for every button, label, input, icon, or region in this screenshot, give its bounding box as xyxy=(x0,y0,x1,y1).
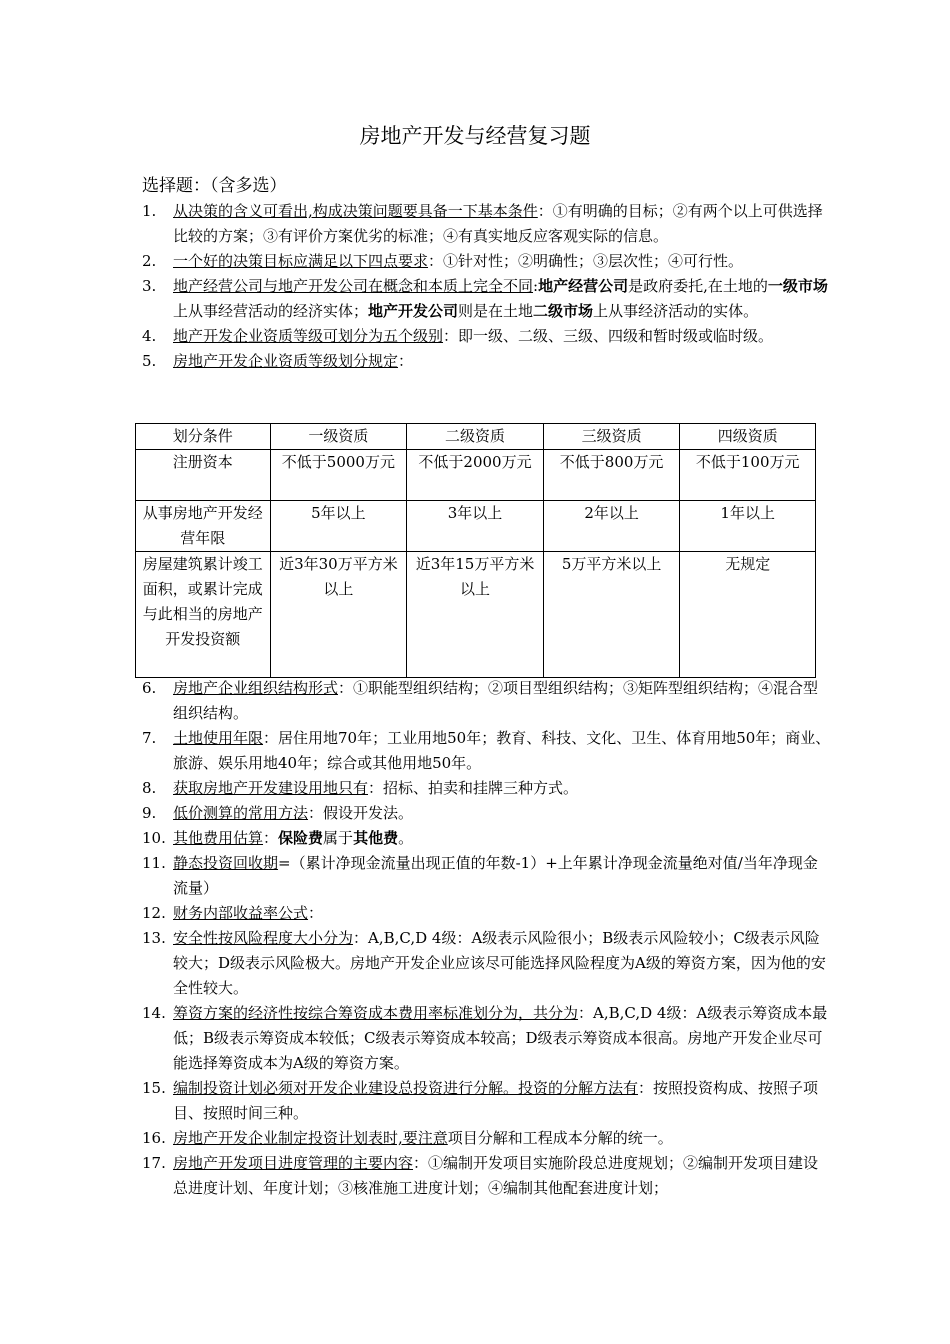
item-topic: 静态投资回收期 xyxy=(173,854,279,872)
table-cell: 3年以上 xyxy=(407,501,544,552)
item-text: ：A,B,C,D 4级：A级表示风险很小；B级表示风险较小；C级表示风险较大；D级表示风险极大。房地产开发企业应该尽可能选择风险程度为A级的筹资方案，因为他的安全性较大。 xyxy=(173,929,826,997)
list-item xyxy=(142,851,832,901)
item-text: ：即一级、二级、三级、四级和暂时级或临时级。 xyxy=(443,327,774,345)
item-topic: 安全性按风险程度大小分为 xyxy=(173,929,354,947)
table-cell: 从事房地产开发经营年限 xyxy=(136,501,271,552)
question-list-bottom xyxy=(142,676,832,1201)
table-header-cell: 一级资质 xyxy=(270,424,407,450)
item-number: 17. xyxy=(142,1154,166,1172)
item-text: 项目分解和工程成本分解的统一。 xyxy=(447,1129,673,1147)
table-cell: 房屋建筑累计竣工面积，或累计完成与此相当的房地产开发投资额 xyxy=(136,552,271,678)
item-number: 16. xyxy=(142,1129,166,1147)
item-topic: 地产经营公司与地产开发公司在概念和本质上完全不同 xyxy=(173,277,534,295)
table-header-cell: 四级资质 xyxy=(680,424,816,450)
item-text: 。 xyxy=(398,829,414,847)
list-item xyxy=(142,1076,832,1126)
item-text: ： xyxy=(263,829,279,847)
bold-term: 地产开发公司 xyxy=(368,302,459,320)
item-topic: 房地产开发企业制定投资计划表时,要注意 xyxy=(173,1129,448,1147)
item-text: ：①编制开发项目实施阶段总进度规划；②编制开发项目建设总进度计划、年度计划；③核准施工进度计划；④编制其他配套进度计划； xyxy=(173,1154,819,1197)
list-item xyxy=(142,199,832,249)
item-text: ：A,B,C,D 4级：A级表示筹资成本最低；B级表示筹资成本较低；C级表示筹资成本较高；D级表示筹资成本很高。房地产开发企业尽可能选择筹资成本为A级的筹资方案。 xyxy=(173,1004,828,1072)
list-item xyxy=(142,901,832,926)
table-cell: 不低于2000万元 xyxy=(407,450,544,501)
section-heading: 选择题：（含多选） xyxy=(142,176,287,196)
item-text: ：①职能型组织结构；②项目型组织结构；③矩阵型组织结构；④混合型组织结构。 xyxy=(173,679,819,722)
item-topic: 房地产企业组织结构形式 xyxy=(173,679,339,697)
table-cell: 不低于5000万元 xyxy=(270,450,407,501)
item-text: ：居住用地70年；工业用地50年；教育、科技、文化、卫生、体育用地50年；商业、旅游、娱乐用地40年；综合或其他用地50年。 xyxy=(173,729,831,772)
item-number: 7. xyxy=(142,729,157,747)
table-header-cell: 划分条件 xyxy=(136,424,271,450)
list-item xyxy=(142,349,832,374)
list-item xyxy=(142,676,832,726)
list-item xyxy=(142,274,832,324)
item-number: 11. xyxy=(142,854,166,872)
item-text: 上从事经营活动的经济实体； xyxy=(173,302,369,320)
table-cell: 2年以上 xyxy=(543,501,680,552)
item-topic: 低价测算的常用方法 xyxy=(173,804,309,822)
list-item xyxy=(142,324,832,349)
table-cell: 5万平方米以上 xyxy=(543,552,680,678)
item-number: 14. xyxy=(142,1004,166,1022)
item-text: : xyxy=(533,277,539,295)
table-cell: 近3年30万平方米以上 xyxy=(270,552,407,678)
item-text: ：假设开发法。 xyxy=(308,804,414,822)
item-number: 2. xyxy=(142,252,157,270)
table-cell: 不低于800万元 xyxy=(543,450,680,501)
item-topic: 从决策的含义可看出,构成决策问题要具备一下基本条件 xyxy=(173,202,538,220)
table-header-cell: 三级资质 xyxy=(543,424,680,450)
bold-term: 其他费 xyxy=(353,829,399,847)
bold-term: 一级市场 xyxy=(767,277,828,295)
item-text: 则是在土地 xyxy=(458,302,534,320)
list-item xyxy=(142,1001,832,1076)
item-topic: 一个好的决策目标应满足以下四点要求 xyxy=(173,252,429,270)
item-number: 9. xyxy=(142,804,157,822)
document-title: 房地产开发与经营复习题 xyxy=(359,124,591,148)
list-item xyxy=(142,801,832,826)
bold-term: 地产经营公司 xyxy=(538,277,629,295)
item-topic: 其他费用估算 xyxy=(173,829,264,847)
table-cell: 无规定 xyxy=(680,552,816,678)
table-row xyxy=(136,552,816,678)
list-item xyxy=(142,726,832,776)
item-text: 是政府委托,在土地的 xyxy=(628,277,768,295)
table-header-row xyxy=(136,424,816,450)
item-number: 8. xyxy=(142,779,157,797)
item-number: 4. xyxy=(142,327,157,345)
item-text: ：①有明确的目标；②有两个以上可供选择比较的方案；③有评价方案优劣的标准；④有真实地反应客观实际的信息。 xyxy=(173,202,823,245)
item-topic: 土地使用年限 xyxy=(173,729,264,747)
item-text: 上从事经济活动的实体。 xyxy=(593,302,759,320)
item-number: 1. xyxy=(142,202,157,220)
table-row xyxy=(136,450,816,501)
item-number: 3. xyxy=(142,277,157,295)
item-topic: 地产开发企业资质等级可划分为五个级别 xyxy=(173,327,444,345)
list-item xyxy=(142,826,832,851)
question-list-top xyxy=(142,199,832,374)
item-topic: 筹资方案的经济性按综合筹资成本费用率标准划分为，共分为 xyxy=(173,1004,579,1022)
qualification-table xyxy=(135,423,816,678)
table-cell: 不低于100万元 xyxy=(680,450,816,501)
table-cell: 1年以上 xyxy=(680,501,816,552)
list-item xyxy=(142,926,832,1001)
item-topic: 房地产开发企业资质等级划分规定 xyxy=(173,352,399,370)
item-number: 6. xyxy=(142,679,157,697)
item-topic: 编制投资计划必须对开发企业建设总投资进行分解。投资的分解方法有 xyxy=(173,1079,639,1097)
item-text: ： xyxy=(398,352,414,370)
list-item xyxy=(142,249,832,274)
item-text: ：①针对性；②明确性；③层次性；④可行性。 xyxy=(428,252,744,270)
bold-term: 二级市场 xyxy=(533,302,594,320)
item-text: 属于 xyxy=(323,829,354,847)
table-cell: 5年以上 xyxy=(270,501,407,552)
item-number: 5. xyxy=(142,352,157,370)
table-header-cell: 二级资质 xyxy=(407,424,544,450)
bold-term: 保险费 xyxy=(278,829,324,847)
item-number: 13. xyxy=(142,929,166,947)
item-text: ：招标、拍卖和挂牌三种方式。 xyxy=(368,779,579,797)
item-topic: 财务内部收益率公式 xyxy=(173,904,309,922)
item-number: 15. xyxy=(142,1079,166,1097)
item-number: 10. xyxy=(142,829,166,847)
list-item xyxy=(142,776,832,801)
item-text: ：按照投资构成、按照子项目、按照时间三种。 xyxy=(173,1079,819,1122)
list-item xyxy=(142,1126,832,1151)
table-cell: 近3年15万平方米以上 xyxy=(407,552,544,678)
item-text: =（累计净现金流量出现正值的年数-1）+上年累计净现金流量绝对值/当年净现金流量） xyxy=(173,854,818,897)
item-number: 12. xyxy=(142,904,166,922)
item-topic: 获取房地产开发建设用地只有 xyxy=(173,779,369,797)
item-topic: 房地产开发项目进度管理的主要内容 xyxy=(173,1154,414,1172)
table-row xyxy=(136,501,816,552)
table-cell: 注册资本 xyxy=(136,450,271,501)
item-text: ： xyxy=(308,904,324,922)
list-item xyxy=(142,1151,832,1201)
